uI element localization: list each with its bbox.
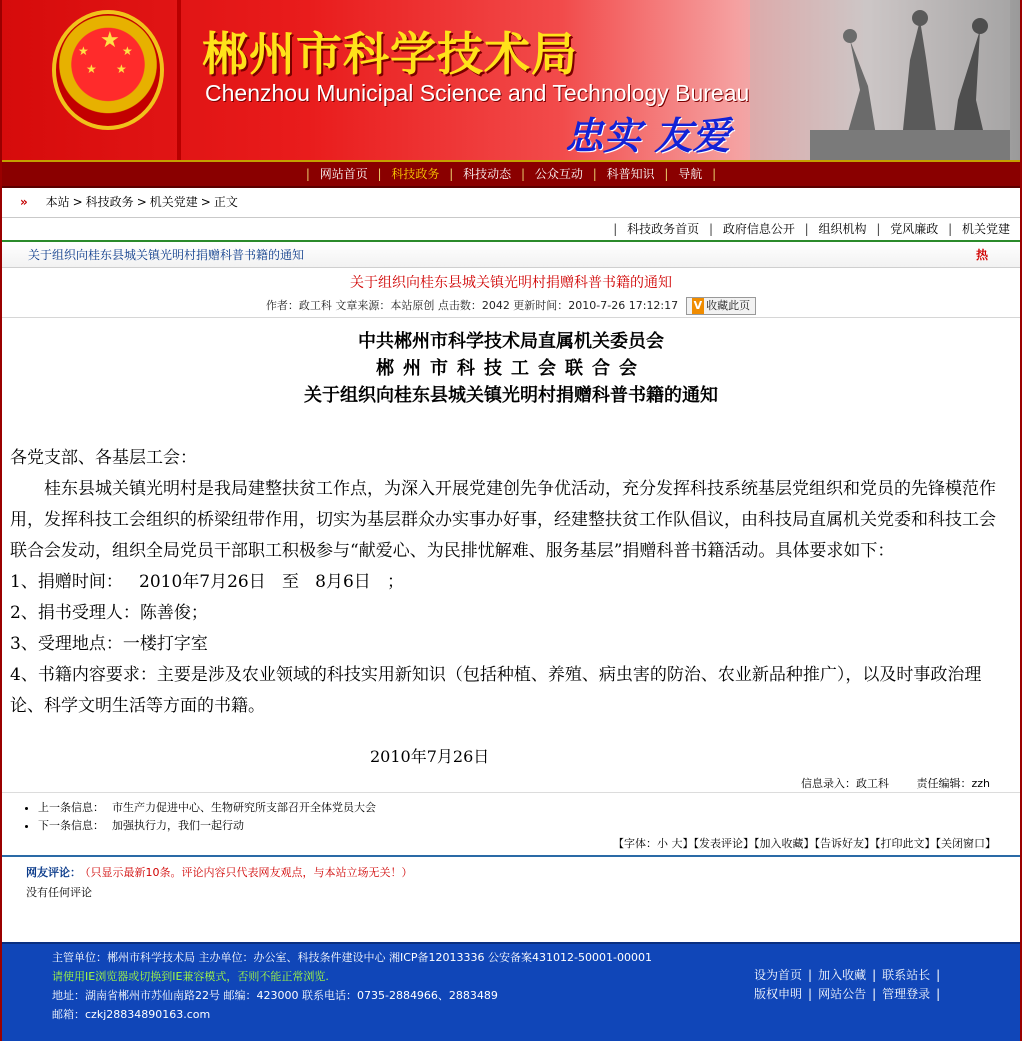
article-meta-text: 作者：政工科 文章来源：本站原创 点击数：2042 更新时间：2010-7-26 17:12:17 xyxy=(265,299,679,312)
prev-link[interactable]: 市生产力促进中心、生物研究所支部召开全体党员大会 xyxy=(112,801,376,814)
article-date: 2010年7月26日 xyxy=(370,747,490,766)
breadcrumb-party-building[interactable]: 机关党建 xyxy=(149,195,198,209)
nav-item-news[interactable]: 科技动态 xyxy=(463,167,512,181)
nav-item-guide[interactable]: 导航 xyxy=(678,167,703,181)
requirement-item: 1、捐赠时间： 2010年7月26日 至 8月6日 ； xyxy=(10,572,405,592)
responsible-editor: 责任编辑：zzh xyxy=(916,777,990,790)
footer-browser-warning: 请使用IE浏览器或切换到IE兼容模式，否则不能正常浏览. xyxy=(52,970,329,983)
nav-divider: | xyxy=(520,167,526,181)
nav-divider: | xyxy=(305,167,310,181)
subnav-item-party-building[interactable]: 机关党建 xyxy=(961,222,1010,236)
nav-item-gov-affairs[interactable]: 科技政务 xyxy=(391,167,440,181)
footer-links-row: 设为首页 | 加入收藏 | 联系站长 | xyxy=(754,968,941,982)
bookmark-button[interactable] xyxy=(686,297,757,315)
banner-divider xyxy=(177,0,181,160)
bookmark-button-label: 收藏此页 xyxy=(706,299,751,312)
comments-note: （只显示最新10条。评论内容只代表网友观点，与本站立场无关！） xyxy=(85,866,413,879)
comments-label: 网友评论： xyxy=(26,866,81,879)
breadcrumb: » 本站 > 科技政务 > 机关党建 > 正文 xyxy=(2,188,1020,218)
prev-item xyxy=(38,799,1020,817)
subnav-item-info-public[interactable]: 政府信息公开 xyxy=(722,222,795,236)
body-paragraph: 桂东县城关镇光明村是我局建整扶贫工作点，为深入开展党建创先争优活动，充分发挥科技系统基层党组织和党员的先锋模范作用，发挥科技工会组织的桥梁纽带作用，切实为基层群众办实事办好事，经建整扶贫工作队倡议，由科技局直属机关党委和科技工会联合会发动，组织全局党员干部职工积极参与“献爱心、为民排忧解难、服务基层”捐赠科普书籍活动。具体要求如下： xyxy=(10,479,996,561)
site-notice-link[interactable]: 网站公告 xyxy=(818,987,867,1001)
add-favorite-link[interactable]: 【加入收藏】 xyxy=(754,837,815,850)
footer-add-favorite-link[interactable]: 加入收藏 xyxy=(818,968,867,982)
comments-header xyxy=(26,863,1020,883)
double-chevron-right-icon: » xyxy=(20,195,28,209)
article-tools xyxy=(2,835,1020,853)
site-footer xyxy=(2,942,1020,1041)
subnav-item-integrity[interactable]: 党风廉政 xyxy=(890,222,939,236)
set-homepage-link[interactable]: 设为首页 xyxy=(754,968,803,982)
admin-login-link[interactable]: 管理登录 xyxy=(882,987,931,1001)
site-title-en: Chenzhou Municipal Science and Technology Bureau xyxy=(205,80,750,106)
requirement-item: 3、受理地点：一楼打字室 xyxy=(10,634,208,654)
entry-by: 信息录入：政工科 xyxy=(800,777,889,790)
post-comment-link[interactable]: 【发表评论】 xyxy=(693,837,754,850)
footer-links xyxy=(754,966,946,1004)
nav-divider: | xyxy=(712,167,717,181)
copyright-link[interactable]: 版权申明 xyxy=(754,987,803,1001)
nav-divider: | xyxy=(377,167,382,181)
next-item xyxy=(38,817,1020,835)
contact-webmaster-link[interactable]: 联系站长 xyxy=(882,968,931,982)
sculpture-image xyxy=(750,0,1010,160)
breadcrumb-gov-affairs[interactable]: 科技政务 xyxy=(85,195,134,209)
nav-divider: | xyxy=(592,167,597,181)
site-title: 郴州市科学技术局 xyxy=(202,27,578,81)
close-window-link[interactable]: 【关闭窗口】 xyxy=(935,837,996,850)
heading-line-2: 郴州市科技工会联合会 xyxy=(376,358,646,379)
site-banner xyxy=(2,0,1020,160)
print-link[interactable]: 【打印此文】 xyxy=(875,837,936,850)
footer-address: 地址：湖南省郴州市苏仙南路22号 邮编：423000 联系电话：0735-2884966、2883489 xyxy=(52,989,498,1002)
nav-divider: | xyxy=(664,167,669,181)
sub-nav: | 科技政务首页 | 政府信息公开 | 组织机构 | 党风廉政 | 机关党建 xyxy=(2,218,1020,242)
tell-friend-link[interactable]: 【告诉好友】 xyxy=(814,837,875,850)
prev-next-list xyxy=(2,793,1020,835)
bookmark-icon: V xyxy=(693,299,703,312)
breadcrumb-current: 正文 xyxy=(213,195,238,209)
breadcrumb-home[interactable]: 本站 xyxy=(45,195,70,209)
nav-divider: | xyxy=(449,167,454,181)
article-body xyxy=(2,443,1020,722)
comments-empty: 没有任何评论 xyxy=(26,886,92,899)
font-size-control[interactable]: 【字体：小 大】 xyxy=(613,837,694,850)
heading-line-3: 关于组织向桂东县城关镇光明村捐赠科普书籍的通知 xyxy=(304,385,718,406)
national-emblem-icon: ★ ★ ★ ★ ★ xyxy=(52,10,164,130)
nav-item-home[interactable]: 网站首页 xyxy=(319,167,368,181)
requirement-item: 4、书籍内容要求：主要是涉及农业领域的科技实用新知识（包括种植、养殖、病虫害的防治、农业新品种推广），以及时事政治理论、科学文明生活等方面的书籍。 xyxy=(10,665,982,716)
footer-sponsor: 主管单位：郴州市科学技术局 主办单位：办公室、科技条件建设中心 湘ICP备12013336 公安备案431012-50001-00001 xyxy=(52,951,652,964)
hot-badge: 热 xyxy=(975,248,988,262)
site-slogan: 忠实 友爱 xyxy=(565,114,731,158)
heading-line-1: 中共郴州市科学技术局直属机关委员会 xyxy=(358,331,664,352)
article-meta xyxy=(2,296,1020,318)
footer-email: 邮箱：czkj28834890163.com xyxy=(52,1008,211,1021)
editor-info xyxy=(2,775,1020,793)
article-title-bar-text: 关于组织向桂东县城关镇光明村捐赠科普书籍的通知 xyxy=(28,248,305,262)
main-nav xyxy=(2,160,1020,188)
comments-section xyxy=(2,855,1020,907)
next-label: 下一条信息： xyxy=(38,819,104,832)
article-title-bar xyxy=(2,242,1020,268)
requirement-item: 2、捐书受理人：陈善俊； xyxy=(10,603,208,623)
article-title: 关于组织向桂东县城关镇光明村捐赠科普书籍的通知 xyxy=(350,275,672,291)
nav-item-interaction[interactable]: 公众互动 xyxy=(534,167,583,181)
footer-links-row: 版权申明 | 网站公告 | 管理登录 | xyxy=(754,987,941,1001)
subnav-item-organization[interactable]: 组织机构 xyxy=(818,222,867,236)
prev-label: 上一条信息： xyxy=(38,801,104,814)
nav-item-science[interactable]: 科普知识 xyxy=(606,167,655,181)
article-heading xyxy=(2,328,1020,409)
subnav-item-gov-home[interactable]: 科技政务首页 xyxy=(627,222,700,236)
salutation: 各党支部、各基层工会： xyxy=(10,448,197,468)
next-link[interactable]: 加强执行力，我们一起行动 xyxy=(112,819,244,832)
